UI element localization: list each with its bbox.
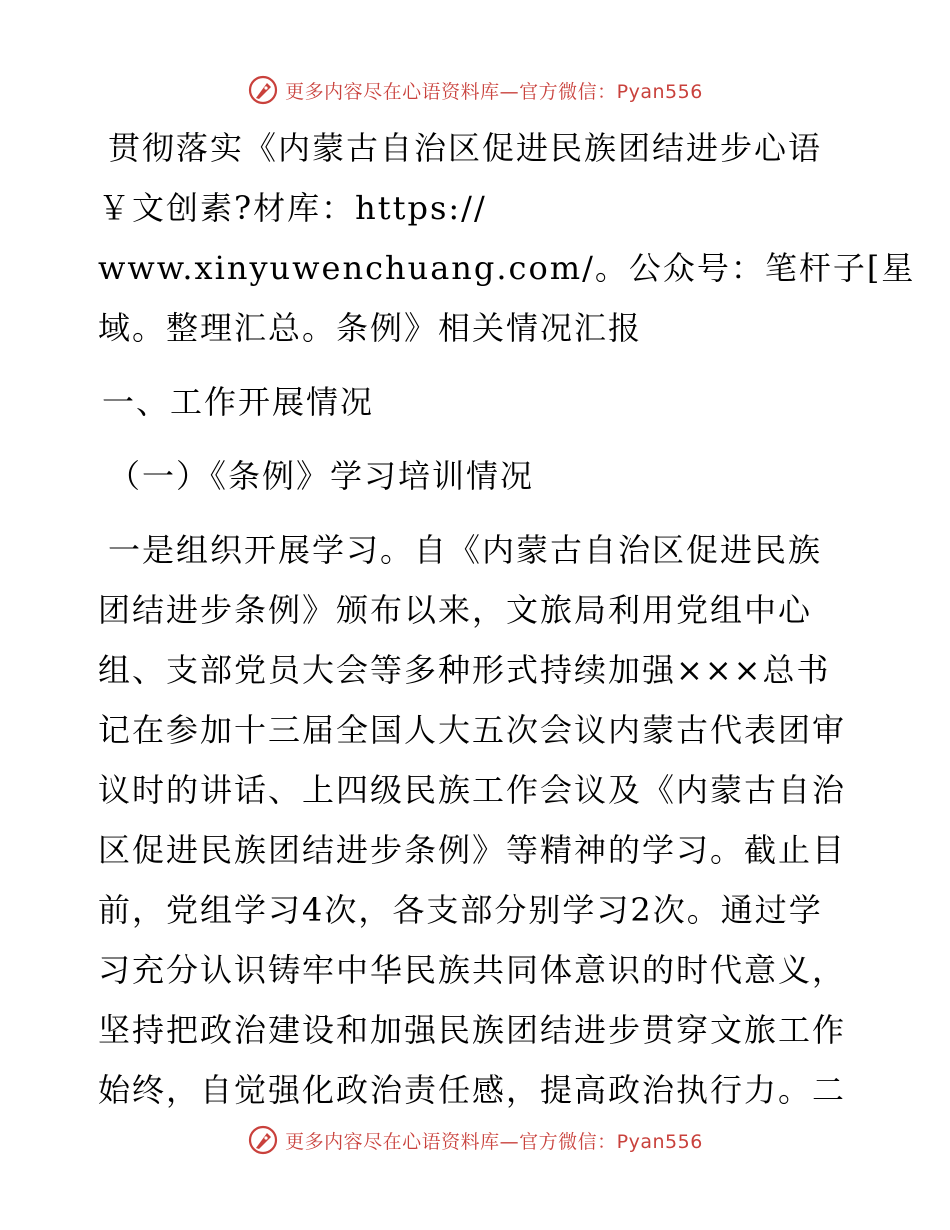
document-title-line: www.xinyuwenchuang.com/。公众号：笔杆子[星 [98, 249, 916, 287]
body-paragraph-line: 区促进民族团结进步条例》等精神的学习。截止目 [98, 831, 847, 869]
header-watermark [0, 70, 950, 110]
body-paragraph-line: 记在参加十三届全国人大五次会议内蒙古代表团审 [98, 711, 847, 749]
body-paragraph-line: 习充分认识铸牢中华民族共同体意识的时代意义， [98, 951, 847, 989]
footer-watermark [0, 1120, 950, 1160]
body-paragraph-line: 组、支部党员大会等多种形式持续加强×××总书 [98, 651, 831, 689]
document-title-line: 贯彻落实《内蒙古自治区促进民族团结进步心语 [108, 129, 823, 167]
pen-nib-icon [247, 1124, 279, 1156]
body-paragraph-line: 议时的讲话、上四级民族工作会议及《内蒙古自治 [98, 771, 847, 809]
subsection-heading: （一）《条例》学习培训情况 [108, 457, 535, 495]
section-heading: 一、工作开展情况 [102, 383, 375, 421]
body-paragraph-line: 一是组织开展学习。自《内蒙古自治区促进民族 [108, 531, 823, 569]
body-paragraph-line: 前，党组学习4次，各支部分别学习2次。通过学 [98, 891, 823, 929]
document-title-line: ￥文创素?材库：https:// [98, 189, 487, 227]
body-paragraph-line: 始终，自觉强化政治责任感，提高政治执行力。二 [98, 1071, 847, 1109]
body-paragraph-line: 团结进步条例》颁布以来，文旅局利用党组中心 [98, 591, 813, 629]
watermark-text: 更多内容尽在心语资料库—官方微信：Pyan556 [285, 1130, 703, 1153]
document-body [98, 118, 916, 1120]
watermark-text: 更多内容尽在心语资料库—官方微信：Pyan556 [285, 80, 703, 103]
body-paragraph-line: 坚持把政治建设和加强民族团结进步贯穿文旅工作 [98, 1011, 847, 1049]
pen-nib-icon [247, 74, 279, 106]
document-title-line: 域。整理汇总。条例》相关情况汇报 [98, 309, 643, 347]
